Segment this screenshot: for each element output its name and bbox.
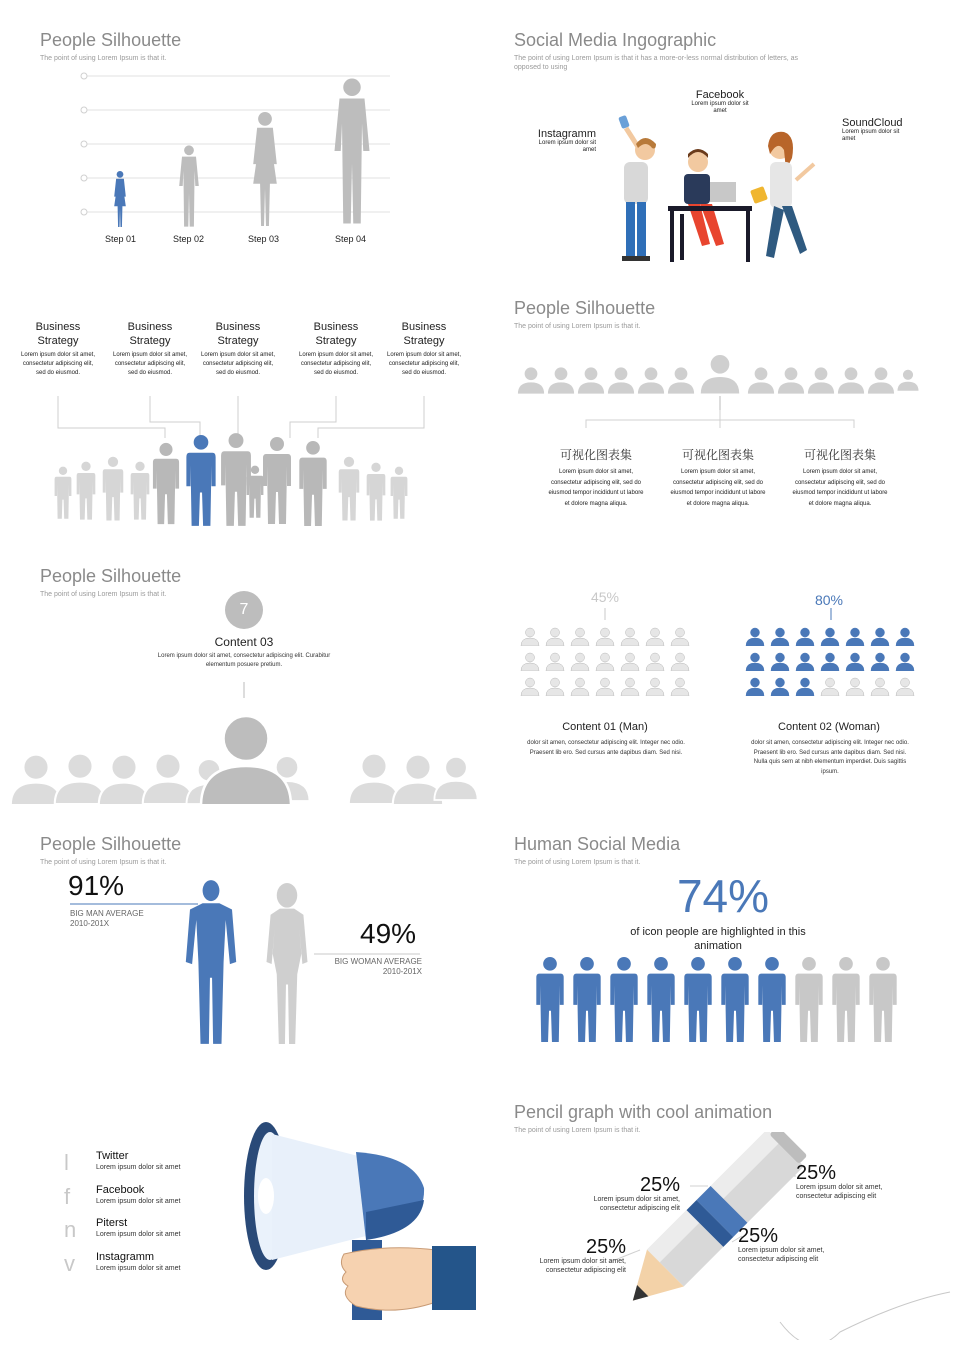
slide-subtitle: The point of using Lorem Ipsum is that it. xyxy=(514,323,641,330)
callout-percent: 25% xyxy=(738,1225,779,1247)
step-3-woman xyxy=(253,112,277,226)
content-text: Lorem ipsum dolor sit amet, consectetur adipiscing elit. Curabitur elementum posuere pretium. xyxy=(157,653,331,668)
social-text: Lorem ipsum dolor sit amet xyxy=(96,1264,181,1272)
person-icon xyxy=(571,628,589,646)
pencil-callout xyxy=(796,1162,906,1201)
person-icon xyxy=(521,678,539,696)
social-item xyxy=(60,1182,220,1212)
step-label: Step 03 xyxy=(248,234,280,244)
callout-text: Lorem ipsum dolor sit amet, consectetur adipiscing elit xyxy=(738,1247,825,1263)
facebook-icon: f xyxy=(64,1183,71,1209)
woman-years: 2010-201X xyxy=(382,967,422,976)
info-title: 可视化图表集 xyxy=(803,448,876,462)
callout-text: Lorem ipsum dolor sit amet, consectetur adipiscing elit xyxy=(539,1258,626,1274)
social-label: Piterst xyxy=(96,1217,128,1229)
callout-text: Lorem ipsum dolor sit amet xyxy=(842,129,900,142)
person-icon xyxy=(684,957,711,1042)
person-icon xyxy=(871,628,889,646)
callout-label: Facebook xyxy=(695,89,745,101)
person-icon xyxy=(621,628,639,646)
person-icon xyxy=(846,628,864,646)
info-item xyxy=(546,446,646,509)
slide-title: Human Social Media xyxy=(514,834,681,854)
person-icon xyxy=(646,653,664,671)
person-icon xyxy=(521,653,539,671)
strategy-text: Lorem ipsum dolor sit amet, consectetur adipiscing elit, sed do eiusmod. xyxy=(20,352,96,376)
twitter-icon: l xyxy=(64,1150,69,1175)
pencil-callout xyxy=(564,1174,680,1213)
woman-percent: 80% xyxy=(814,592,844,608)
person-icon xyxy=(746,678,764,696)
slide-people-row xyxy=(480,268,960,536)
people-illustration xyxy=(600,110,840,266)
man-heading: Content 01 (Man) xyxy=(562,721,648,733)
info-text: Lorem ipsum dolor sit amet, consectetur adipiscing elit, sed do eiusmod tempor incididunt ut labore et dolore magna aliqua. xyxy=(792,469,888,507)
person-icon xyxy=(596,678,614,696)
slide-title: Pencil graph with cool animation xyxy=(514,1102,773,1122)
strategy-title: Business Strategy xyxy=(401,321,447,347)
man-label: BIG MAN AVERAGE xyxy=(70,909,144,918)
caption: of icon people are highlighted in this animation xyxy=(630,926,806,952)
person-icon xyxy=(646,678,664,696)
slide-subtitle: The point of using Lorem Ipsum is that it. xyxy=(514,1127,641,1134)
slide-title: People Silhouette xyxy=(40,834,182,854)
person-icon xyxy=(796,678,814,696)
slide-man-woman-grid xyxy=(480,536,960,804)
callout-text: Lorem ipsum dolor sit amet xyxy=(691,101,749,114)
strategy-text: Lorem ipsum dolor sit amet, consectetur adipiscing elit, sed do eiusmod. xyxy=(112,352,188,376)
slide-people-steps xyxy=(0,0,480,268)
strategy-item xyxy=(198,320,278,378)
person-icon xyxy=(871,678,889,696)
callout-label: SoundCloud xyxy=(842,117,903,129)
person-icon xyxy=(621,678,639,696)
slide-title: People Silhouette xyxy=(514,298,656,318)
person-icon xyxy=(869,957,896,1042)
pinterest-icon: n xyxy=(64,1217,77,1242)
pencil-callout xyxy=(512,1236,626,1275)
social-label: Facebook xyxy=(96,1183,145,1196)
person-icon xyxy=(821,628,839,646)
strategy-text: Lorem ipsum dolor sit amet, consectetur adipiscing elit, sed do eiusmod. xyxy=(298,352,374,376)
crowd-illustration xyxy=(0,392,480,536)
info-title: 可视化图表集 xyxy=(559,448,632,462)
person-icon xyxy=(846,678,864,696)
social-item xyxy=(60,1249,220,1279)
info-item xyxy=(790,446,890,509)
person-icon xyxy=(821,678,839,696)
big-percent: 74% xyxy=(676,870,770,922)
slide-social-media xyxy=(480,0,960,268)
info-text: Lorem ipsum dolor sit amet, consectetur adipiscing elit, sed do eiusmod tempor incididunt ut labore et dolore magna aliqua. xyxy=(548,469,644,507)
person-icon xyxy=(795,957,822,1042)
person-icon xyxy=(610,957,637,1042)
person-icon xyxy=(796,628,814,646)
callout-percent: 25% xyxy=(796,1162,837,1184)
info-item xyxy=(668,446,768,509)
icon-grids xyxy=(516,606,936,706)
woman-label: BIG WOMAN AVERAGE xyxy=(334,957,422,966)
slide-title: Social Media Ingographic xyxy=(514,30,717,50)
person-icon xyxy=(571,678,589,696)
person-icon xyxy=(671,653,689,671)
body-figures xyxy=(0,874,480,1050)
slide-business-strategy xyxy=(0,268,480,536)
person-icon xyxy=(796,653,814,671)
faces-illustration xyxy=(0,676,480,804)
person-icon xyxy=(546,628,564,646)
person-icon xyxy=(647,957,674,1042)
step-label: Step 02 xyxy=(173,234,205,244)
person-icon xyxy=(671,678,689,696)
number-badge: 7 xyxy=(225,591,263,629)
person-icon xyxy=(721,957,748,1042)
person-icon xyxy=(573,957,600,1042)
people-row xyxy=(516,348,920,448)
person-icon xyxy=(596,628,614,646)
strategy-title: Business Strategy xyxy=(35,321,81,347)
info-title: 可视化图表集 xyxy=(681,448,754,462)
slide-title: People Silhouette xyxy=(40,30,182,50)
person-icon xyxy=(832,957,859,1042)
person-icon xyxy=(821,653,839,671)
callout-percent: 25% xyxy=(585,1236,626,1258)
man-percent: 91% xyxy=(68,870,125,901)
person-icon xyxy=(746,628,764,646)
person-icon xyxy=(536,957,563,1042)
highlighted-person xyxy=(186,435,215,526)
strategy-item xyxy=(18,320,98,378)
callout-text: Lorem ipsum dolor sit amet, consectetur adipiscing elit xyxy=(593,1196,680,1212)
person-icon xyxy=(758,957,785,1042)
strategy-text: Lorem ipsum dolor sit amet, consectetur adipiscing elit, sed do eiusmod. xyxy=(200,352,276,376)
megaphone-illustration xyxy=(236,1116,480,1340)
slide-content-03 xyxy=(0,536,480,804)
strategy-item xyxy=(384,320,464,378)
person-icon xyxy=(871,653,889,671)
man-text: dolor sit amen, consectetur adipiscing elit. Integer nec odio. Praesent lib ero. Sed cursus ante dapibus diam. Sed nisi. xyxy=(527,740,685,756)
instagram-icon: v xyxy=(64,1250,75,1276)
man-grid xyxy=(521,628,689,696)
person-icon xyxy=(896,628,914,646)
slide-subtitle: The point of using Lorem Ipsum is that it has a more-or-less normal distribution of letters, as opposed to using xyxy=(514,55,799,71)
man-years: 2010-201X xyxy=(70,919,110,928)
content-heading: Content 03 xyxy=(214,635,274,649)
social-item xyxy=(60,1215,220,1245)
social-text: Lorem ipsum dolor sit amet xyxy=(96,1197,181,1205)
person-icon xyxy=(746,653,764,671)
person-icon xyxy=(896,678,914,696)
woman-body xyxy=(267,883,308,1044)
social-text: Lorem ipsum dolor sit amet xyxy=(96,1231,181,1238)
person-icon xyxy=(546,678,564,696)
step-label: Step 01 xyxy=(105,234,137,244)
callout-percent: 25% xyxy=(639,1174,680,1196)
woman-text: dolor sit amen, consectetur adipiscing elit. Integer nec odio. Praesent lib ero. Sed cursus ante dapibus diam. Sed nisi. Nulla quis sem at nibh elementum imperdiet. Duis sagittis ipsum. xyxy=(751,740,909,775)
slide-body-average xyxy=(0,804,480,1072)
slide-human-social xyxy=(480,804,960,1072)
callout-text: Lorem ipsum dolor sit amet, consectetur adipiscing elit xyxy=(796,1184,883,1200)
info-text: Lorem ipsum dolor sit amet, consectetur adipiscing elit, sed do eiusmod tempor incididunt ut labore et dolore magna aliqua. xyxy=(670,469,766,507)
person-icon xyxy=(571,653,589,671)
callout-text: Lorem ipsum dolor sit amet xyxy=(538,140,596,153)
slide-pencil-graph xyxy=(480,1072,960,1340)
slide-subtitle: The point of using Lorem Ipsum is that it. xyxy=(40,55,167,62)
people-bar xyxy=(530,954,910,1046)
step-chart xyxy=(80,70,400,230)
slide-subtitle: The point of using Lorem Ipsum is that it. xyxy=(40,859,167,866)
social-text: Lorem ipsum dolor sit amet xyxy=(96,1164,181,1171)
person-icon xyxy=(771,653,789,671)
person-icon xyxy=(671,628,689,646)
social-label: Twitter xyxy=(96,1150,129,1162)
step-4-man xyxy=(335,79,370,224)
strategy-title: Business Strategy xyxy=(313,321,359,347)
slide-subtitle: The point of using Lorem Ipsum is that it. xyxy=(40,591,167,598)
callout-label: Instagramm xyxy=(537,128,596,140)
strategy-item xyxy=(296,320,376,378)
person-icon xyxy=(521,628,539,646)
pencil-callout xyxy=(738,1225,848,1264)
strategy-title: Business Strategy xyxy=(127,321,173,347)
person-icon xyxy=(596,653,614,671)
step-2-man xyxy=(179,145,199,226)
social-label: Instagramm xyxy=(96,1250,155,1263)
social-item xyxy=(60,1148,220,1178)
person-icon xyxy=(621,653,639,671)
soundcloud-callout xyxy=(842,117,914,143)
man-percent: 45% xyxy=(590,589,620,605)
man-body xyxy=(186,880,236,1044)
person-icon xyxy=(771,628,789,646)
slide-title: People Silhouette xyxy=(40,566,182,586)
person-icon xyxy=(896,653,914,671)
step-1-woman xyxy=(114,171,126,227)
slide-subtitle: The point of using Lorem Ipsum is that it. xyxy=(514,859,641,866)
step-label: Step 04 xyxy=(335,234,367,244)
strategy-item xyxy=(110,320,190,378)
person-icon xyxy=(546,653,564,671)
strategy-text: Lorem ipsum dolor sit amet, consectetur adipiscing elit, sed do eiusmod. xyxy=(386,352,462,376)
woman-heading: Content 02 (Woman) xyxy=(778,721,880,733)
woman-percent: 49% xyxy=(360,918,417,949)
strategy-title: Business Strategy xyxy=(215,321,261,347)
person-icon xyxy=(846,653,864,671)
slide-megaphone xyxy=(0,1072,480,1340)
person-icon xyxy=(646,628,664,646)
instagram-callout xyxy=(530,128,596,154)
woman-grid xyxy=(746,628,914,696)
person-icon xyxy=(771,678,789,696)
